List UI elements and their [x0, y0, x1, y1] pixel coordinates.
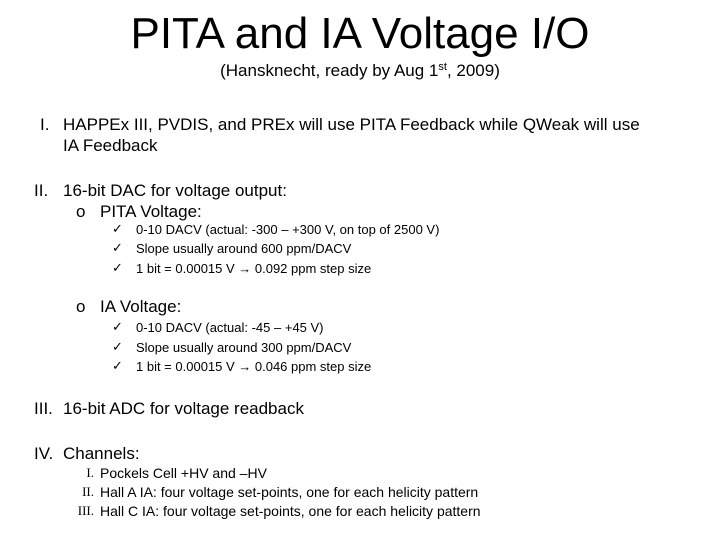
checkmark-icon: ✓	[112, 261, 123, 276]
slide-title: PITA and IA Voltage I/O	[130, 9, 590, 58]
subtitle-superscript: st	[438, 61, 447, 73]
channel-1-marker: I.	[86, 465, 94, 480]
pita-check-2-text: Slope usually around 600 ppm/DACV	[136, 241, 352, 256]
channel-3-marker: III.	[77, 503, 94, 518]
channel-1-text: Pockels Cell +HV and –HV	[100, 465, 267, 481]
channel-2-marker: II.	[82, 484, 94, 499]
item-iv-text: Channels:	[63, 444, 140, 463]
checkmark-icon: ✓	[112, 359, 123, 374]
subtitle-text: (Hansknecht, ready by Aug 1	[220, 61, 439, 80]
slide-subtitle	[0, 60, 720, 82]
pita-check-3-text: 1 bit = 0.00015 V → 0.092 ppm step size	[136, 261, 372, 276]
channel-3-text: Hall C IA: four voltage set-points, one for each helicity pattern	[100, 503, 481, 519]
channel-2-text: Hall A IA: four voltage set-points, one for each helicity pattern	[100, 484, 479, 500]
subtitle-text-end: , 2009)	[446, 61, 500, 80]
pita-bullet: o	[76, 202, 86, 221]
item-iv-marker: IV.	[34, 444, 54, 463]
checkmark-icon: ✓	[112, 241, 123, 256]
ia-bullet: o	[76, 297, 86, 316]
ia-voltage-label: IA Voltage:	[100, 297, 182, 316]
item-ii-text: 16-bit DAC for voltage output:	[63, 181, 287, 200]
checkmark-icon: ✓	[112, 320, 123, 335]
pita-check-1-text: 0-10 DACV (actual: -300 – +300 V, on top of 2500 V)	[136, 222, 440, 237]
ia-check-3-text: 1 bit = 0.00015 V → 0.046 ppm step size	[136, 359, 372, 374]
item-i-line2: IA Feedback	[63, 136, 158, 155]
item-i-marker: I.	[40, 115, 50, 134]
item-ii-marker: II.	[34, 181, 49, 200]
checkmark-icon: ✓	[112, 222, 123, 237]
pita-voltage-label: PITA Voltage:	[100, 202, 202, 221]
item-iii-text: 16-bit ADC for voltage readback	[63, 399, 304, 418]
ia-check-1-text: 0-10 DACV (actual: -45 – +45 V)	[136, 320, 324, 335]
item-iii-marker: III.	[34, 399, 53, 418]
item-i-line1: HAPPEx III, PVDIS, and PREx will use PITA Feedback while QWeak will use	[63, 115, 640, 134]
ia-check-2-text: Slope usually around 300 ppm/DACV	[136, 340, 352, 355]
checkmark-icon: ✓	[112, 340, 123, 355]
